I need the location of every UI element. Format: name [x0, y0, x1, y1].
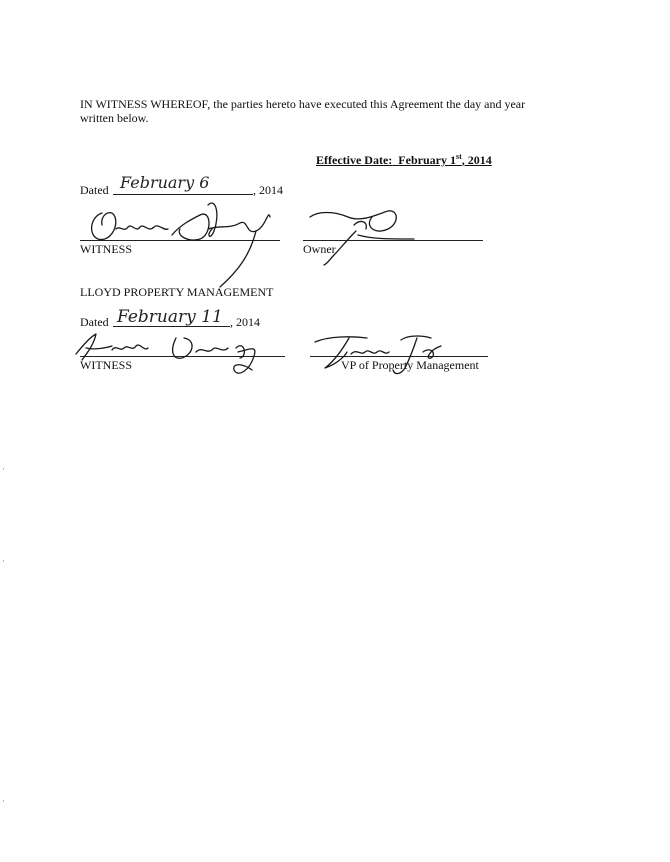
owner-dated-year: , 2014 — [253, 183, 283, 197]
company-witness-label: WITNESS — [80, 358, 132, 372]
company-name: LLOYD PROPERTY MANAGEMENT — [80, 285, 274, 299]
owner-signature — [288, 205, 428, 265]
vp-signature — [305, 330, 455, 380]
effective-date-ordinal: st — [455, 152, 462, 161]
scan-speck — [3, 800, 4, 802]
company-witness-signature — [72, 330, 272, 380]
company-dated-handwritten: February 11 — [117, 307, 223, 327]
scan-speck — [3, 468, 4, 470]
owner-label: Owner — [303, 242, 336, 256]
company-dated-year: , 2014 — [230, 315, 260, 329]
company-dated-label: Dated — [80, 315, 109, 329]
witness-clause-line2: written below. — [80, 111, 149, 125]
witness-clause-line1: IN WITNESS WHEREOF, the parties hereto have executed this Agreement the day and year — [80, 97, 526, 111]
effective-date-label: Effective Date: — [316, 153, 393, 167]
owner-witness-label: WITNESS — [80, 242, 132, 256]
effective-date — [316, 153, 492, 167]
owner-witness-signature — [80, 195, 290, 290]
vp-title-label: VP of Property Management — [341, 358, 479, 372]
effective-date-month-day: February 1 — [398, 153, 456, 167]
effective-date-year: , 2014 — [461, 153, 492, 167]
scan-speck — [3, 560, 4, 562]
owner-dated-handwritten: February 6 — [120, 173, 210, 192]
owner-dated-label: Dated — [80, 183, 109, 197]
